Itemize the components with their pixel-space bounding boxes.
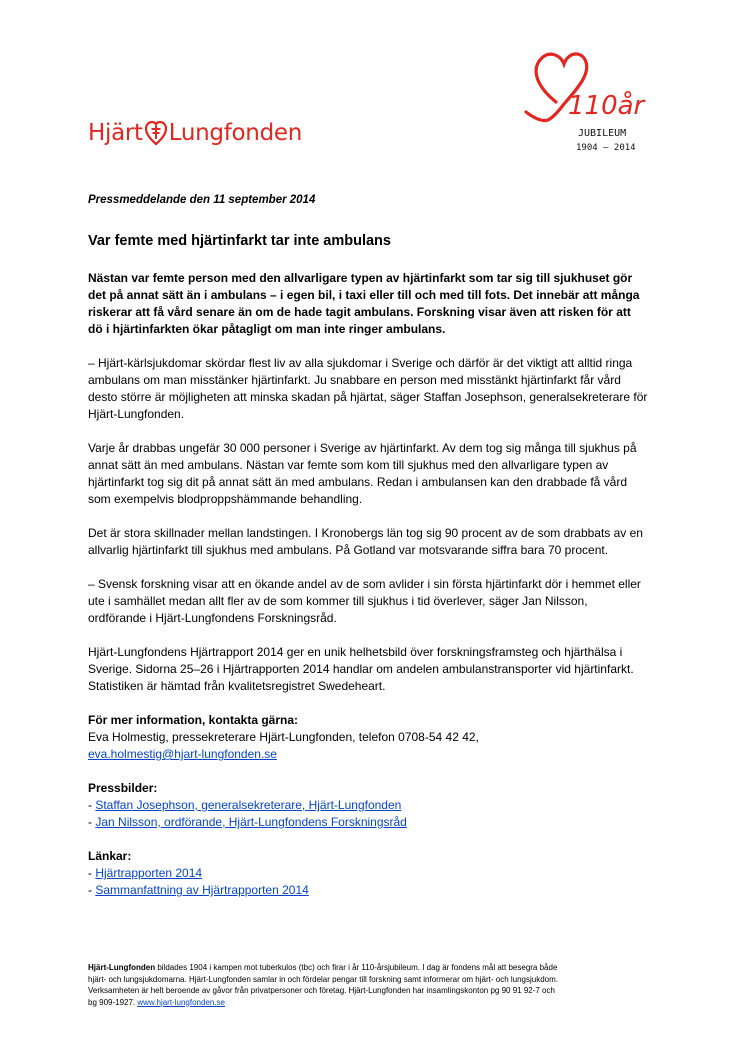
press-image-item [88,814,648,831]
hjartrapporten-link[interactable]: Hjärtrapporten 2014 [95,866,203,880]
paragraph-1: – Hjärt-kärlsjukdomar skördar flest liv av alla sjukdomar i Sverige och därför är det viktigt att alltid ringa ambulans om man misstänker hjärtinfarkt. Ju snabbare en person med misstänkt hjärtinfarkt får vård desto större är möjligheten att minska skadan på hjärtat, säger Staffan Josephson, generalsekreterare för Hjärt-Lungfonden. [88,356,648,421]
footer-brand: Hjärt-Lungfonden [88,963,156,972]
contact-line: Eva Holmestig, pressekreterare Hjärt-Lungfonden, telefon 0708-54 42 42, [88,730,479,744]
logo-text-right: Lungfonden [168,120,303,146]
link-item [88,882,648,899]
article-body [88,270,648,916]
contact-email-link[interactable]: eva.holmestig@hjart-lungfonden.se [88,747,277,761]
press-images-section [88,780,648,831]
paragraph-4: – Svensk forskning visar att en ökande andel av de som avlider i sin första hjärtinfarkt dör i hemmet eller ute i samhället medan allt fler av de som kommer till sjukhus i tid överlever, säger Jan Nilsson, ordförande i Hjärt-Lungfondens Forskningsråd. [88,577,641,625]
list-dash: - [88,883,96,897]
links-section [88,848,648,899]
jubilee-heart-logo [512,44,662,156]
footer-text: bildades 1904 i kampen mot tuberkulos (tbc) och firar i år 110-årsjubileum. I dag är fondens mål att besegra både hjärt- och lungsjukdomarna. Hjärt-Lungfonden samlar in och fördelar pengar till forskning samt informerar om hjärt- och lungsjukdom. Verksamheten är helt beroende av gåvor från privatpersoner och företag. Hjärt-Lungfonden har insamlingskonton pg 90 91 92-7 och bg 909-1927. [88,963,558,1007]
footer-website-link[interactable]: www.hjart-lungfonden.se [137,997,225,1007]
press-image-link-josephson[interactable]: Staffan Josephson, generalsekreterare, Hjärt-Lungfonden [95,798,402,812]
press-image-link-nilsson[interactable]: Jan Nilsson, ordförande, Hjärt-Lungfondens Forskningsråd [95,815,407,829]
contact-section [88,712,648,763]
list-dash: - [88,798,96,812]
contact-heading: För mer information, kontakta gärna: [88,713,299,727]
paragraph-5: Hjärt-Lungfondens Hjärtrapport 2014 ger en unik helhetsbild över forskningsframsteg och hjärthälsa i Sverige. Sidorna 25–26 i Hjärtrapporten 2014 handlar om andelen ambulanstransporter vid hjärtinfarkt. Statistiken är hämtad från kvalitetsregistret Swedeheart. [88,645,634,693]
links-heading: Länkar: [88,849,132,863]
jubilee-label: JUBILEUM [578,128,627,139]
footer-boilerplate [88,962,558,1008]
lead-paragraph: Nästan var femte person med den allvarligare typen av hjärtinfarkt som tar sig till sjukhuset gör det på annat sätt än i ambulans – i egen bil, i taxi eller till och med till fots. Det innebär att många riskerar att få vård senare än om de hade tagit ambulans. Forskning visar även att risken för att dö i hjärtinfarkten ökar påtagligt om man inte ringer ambulans. [88,271,640,336]
press-images-heading: Pressbilder: [88,781,158,795]
press-image-item [88,797,648,814]
list-dash: - [88,866,96,880]
heart-cross-icon [145,120,167,146]
sammanfattning-link[interactable]: Sammanfattning av Hjärtrapporten 2014 [95,883,309,897]
link-item [88,865,648,882]
jubilee-range: 1904 – 2014 [576,143,636,153]
hjart-lungfonden-logo [88,120,302,146]
headline: Var femte med hjärtinfarkt tar inte ambulans [88,233,391,249]
press-release-date: Pressmeddelande den 11 september 2014 [88,194,316,206]
logo-text-left: Hjärt [88,120,143,146]
paragraph-2: Varje år drabbas ungefär 30 000 personer i Sverige av hjärtinfarkt. Av dem tog sig många till sjukhus på annat sätt än med ambulans. Nästan var femte som kom till sjukhus med den allvarligare typen av hjärtinfarkt tog sig dit på annat sätt än med ambulans. Redan i ambulansen kan den drabbade få vård som exempelvis blodproppshämmande behandling. [88,441,637,506]
paragraph-3: Det är stora skillnader mellan landstingen. I Kronobergs län tog sig 90 procent av de som drabbats av en allvarlig hjärtinfarkt till sjukhus med ambulans. På Gotland var motsvarande siffra bara 70 procent. [88,526,643,557]
list-dash: - [88,815,96,829]
jubilee-years: 110år [568,91,645,121]
